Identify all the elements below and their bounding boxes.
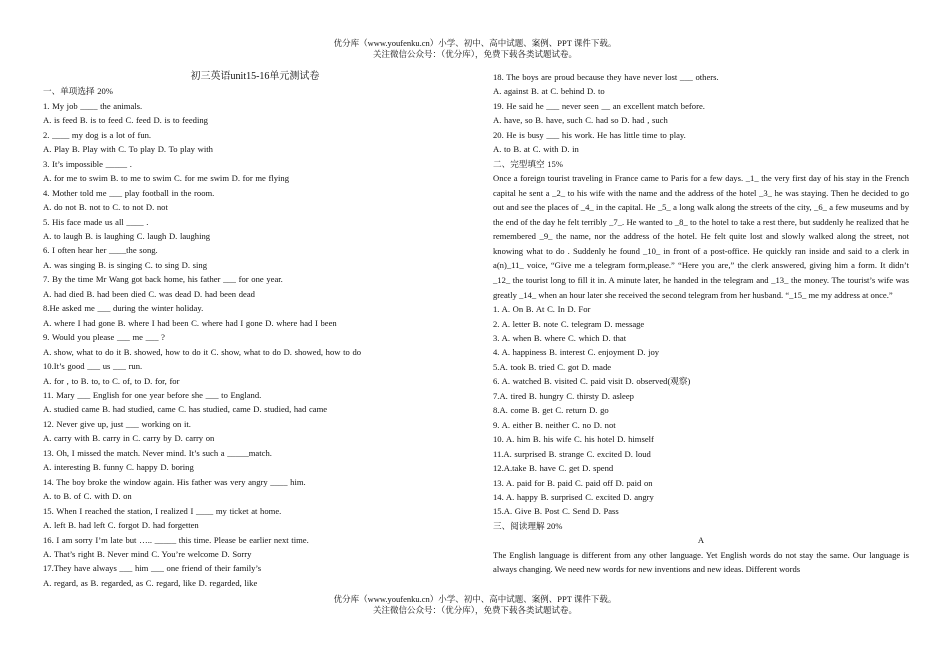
cloze-option-line: 10. A. him B. his wife C. his hotel D. himself xyxy=(493,434,654,445)
cloze-option-line: 5.A. took B. tried C. got D. made xyxy=(493,361,612,372)
left-question-list xyxy=(43,84,467,590)
question-line: A. That’s right B. Never mind C. You’re welcome D. Sorry xyxy=(43,548,252,559)
cloze-option-list xyxy=(493,302,909,519)
question-line: 3. It’s impossible _____ . xyxy=(43,158,132,169)
question-line: 17.They have always ___ him ___ one friend of their family’s xyxy=(43,563,262,574)
question-line: 5. His face made us all ____ . xyxy=(43,216,149,227)
cloze-option-line: 9. A. either B. neither C. no D. not xyxy=(493,419,616,430)
question-line: A. to laugh B. is laughing C. laugh D. laughing xyxy=(43,230,211,241)
cloze-option-line: 3. A. when B. where C. which D. that xyxy=(493,333,627,343)
question-line: A. to B. at C. with D. in xyxy=(493,144,579,155)
question-line: A. interesting B. funny C. happy D. boring xyxy=(43,462,194,473)
cloze-option-line: 4. A. happiness B. interest C. enjoyment D. joy xyxy=(493,347,660,358)
question-line: 15. When I reached the station, I realized I ____ my ticket at home. xyxy=(43,505,282,516)
question-line: 8.He asked me ___ during the winter holiday. xyxy=(43,303,204,314)
cloze-option-line: 12.A.take B. have C. get D. spend xyxy=(493,463,614,474)
question-line: A. carry with B. carry in C. carry by D. carry on xyxy=(43,433,215,444)
question-line: 7. By the time Mr Wang got back home, his father ___ for one year. xyxy=(43,274,283,285)
question-line: 13. Oh, I missed the match. Never mind. It’s such a _____match. xyxy=(43,447,272,458)
reading-passage-letter: A xyxy=(697,535,705,546)
cloze-passage: Once a foreign tourist traveling in France came to Paris for a few days. _1_ the very first day of his stay in the French capital he sent a _2_ to his wife with the name and the address of the hotel _3_ he was staying. Then he decided to go out and see the places of _4_ in the capital. He _5_ a long walk along the streets of the city, _6_ a few museums and by the end of the day he felt terribly _7_. He wanted to _8_ to the hotel to take a rest there, but suddenly he realized that he remembered _9_ the name, nor the address of the hotel. He felt quite lost and slowly walked along the street, not knowing what to do . Suddenly he found _10_ in front of a post-office. He quickly ran inside and said to a clerk in a(n)_11_ voice, “Give me a telegram form,please.” “Here you are,” the clerk answered, giving him a form. It didn’t _12_ the tourist long to fill it in. A minute later, he handed in the telegram and _13_ the money. The tourist’s wife was greatly _14_ when an hour later she received the second telegram from her husband. “_15_ me my address at once.” xyxy=(493,173,909,300)
cloze-option-line: 8.A. come B. get C. return D. go xyxy=(493,405,609,416)
question-line: 一、单项选择 20% xyxy=(43,86,113,97)
question-line: A. had died B. had been died C. was dead D. had been dead xyxy=(43,288,255,299)
page-header xyxy=(0,38,950,60)
question-line: A. have, so B. have, such C. had so D. had , such xyxy=(493,115,668,126)
question-line: 18. The boys are proud because they have never lost ___ others. xyxy=(493,72,719,82)
left-column xyxy=(43,70,467,590)
footer-line-1: 优分库（www.youfenku.cn）小学、初中、高中试题、案例、PPT 课件下载。 xyxy=(333,594,617,604)
question-line: A. for me to swim B. to me to swim C. for me swim D. for me flying xyxy=(43,173,289,184)
header-line-2: 关注微信公众号：（优分库），免费下载各类试题试卷。 xyxy=(372,49,577,59)
question-line: 10.It’s good ___ us ___ run. xyxy=(43,361,143,372)
question-line: 4. Mother told me ___ play football in the room. xyxy=(43,187,215,198)
question-line: 20. He is busy ___ his work. He has little time to play. xyxy=(493,129,686,140)
question-line: A. Play B. Play with C. To play D. To play with xyxy=(43,144,213,155)
cloze-option-line: 1. A. On B. At C. In D. For xyxy=(493,304,591,315)
question-line: A. where I had gone B. where I had been C. where had I gone D. where had I been xyxy=(43,317,337,328)
question-line: A. was singing B. is singing C. to sing D. sing xyxy=(43,259,208,270)
question-line: 6. I often hear her ____the song. xyxy=(43,245,158,256)
question-line: 2. ____ my dog is a lot of fun. xyxy=(43,129,152,140)
question-line: A. for , to B. to, to C. of, to D. for, for xyxy=(43,375,180,386)
question-line: 14. The boy broke the window again. His father was very angry ____ him. xyxy=(43,476,306,487)
question-line: A. do not B. not to C. to not D. not xyxy=(43,202,168,213)
cloze-option-line: 15.A. Give B. Post C. Send D. Pass xyxy=(493,506,619,517)
question-line: 12. Never give up, just ___ working on it. xyxy=(43,418,191,429)
question-line: 11. Mary ___ English for one year before she ___ to England. xyxy=(43,389,262,400)
question-line: A. show, what to do it B. showed, how to do it C. show, what to do D. showed, how to do xyxy=(43,346,362,357)
question-line: A. regard, as B. regarded, as C. regard, like D. regarded, like xyxy=(43,577,258,588)
cloze-option-line: 2. A. letter B. note C. telegram D. message xyxy=(493,318,645,329)
question-line: 9. Would you please ___ me ___ ? xyxy=(43,332,165,343)
question-line: A. is feed B. is to feed C. feed D. is to feeding xyxy=(43,115,208,126)
cloze-option-line: 11.A. surprised B. strange C. excited D. loud xyxy=(493,448,651,459)
cloze-option-line: 6. A. watched B. visited C. paid visit D. observed(观察) xyxy=(493,376,691,387)
footer-line-2: 关注微信公众号：（优分库），免费下载各类试题试卷。 xyxy=(372,605,577,615)
question-line: A. left B. had left C. forgot D. had forgetten xyxy=(43,520,199,531)
header-line-1: 优分库（www.youfenku.cn）小学、初中、高中试题、案例、PPT 课件下载。 xyxy=(333,38,617,48)
question-line: A. against B. at C. behind D. to xyxy=(493,86,605,97)
question-line: A. to B. of C. with D. on xyxy=(43,491,132,502)
question-line: 1. My job ____ the animals. xyxy=(43,100,143,111)
page-footer xyxy=(0,594,950,616)
question-line: 二、完型填空 15% xyxy=(493,158,563,169)
question-line: 19. He said he ___ never seen __ an excellent match before. xyxy=(493,100,705,111)
reading-passage: The English language is different from any other language. Yet English words do not stay the same. Our language is always changing. We need new words for new inventions and new ideas. Different words xyxy=(493,549,909,575)
cloze-option-line: 13. A. paid for B. paid C. paid off D. paid on xyxy=(493,477,653,488)
question-line: 16. I am sorry I’m late but ….. _____ this time. Please be earlier next time. xyxy=(43,534,309,545)
document-title: 初三英语unit15-16单元测试卷 xyxy=(190,71,320,82)
question-line: A. studied came B. had studied, came C. has studied, came D. studied, had came xyxy=(43,404,328,415)
reading-heading: 三、阅读理解 20% xyxy=(493,520,563,531)
right-question-list xyxy=(493,70,909,171)
cloze-option-line: 14. A. happy B. surprised C. excited D. angry xyxy=(493,491,654,502)
cloze-option-line: 7.A. tired B. hungry C. thirsty D. asleep xyxy=(493,390,634,401)
right-column xyxy=(493,70,909,577)
